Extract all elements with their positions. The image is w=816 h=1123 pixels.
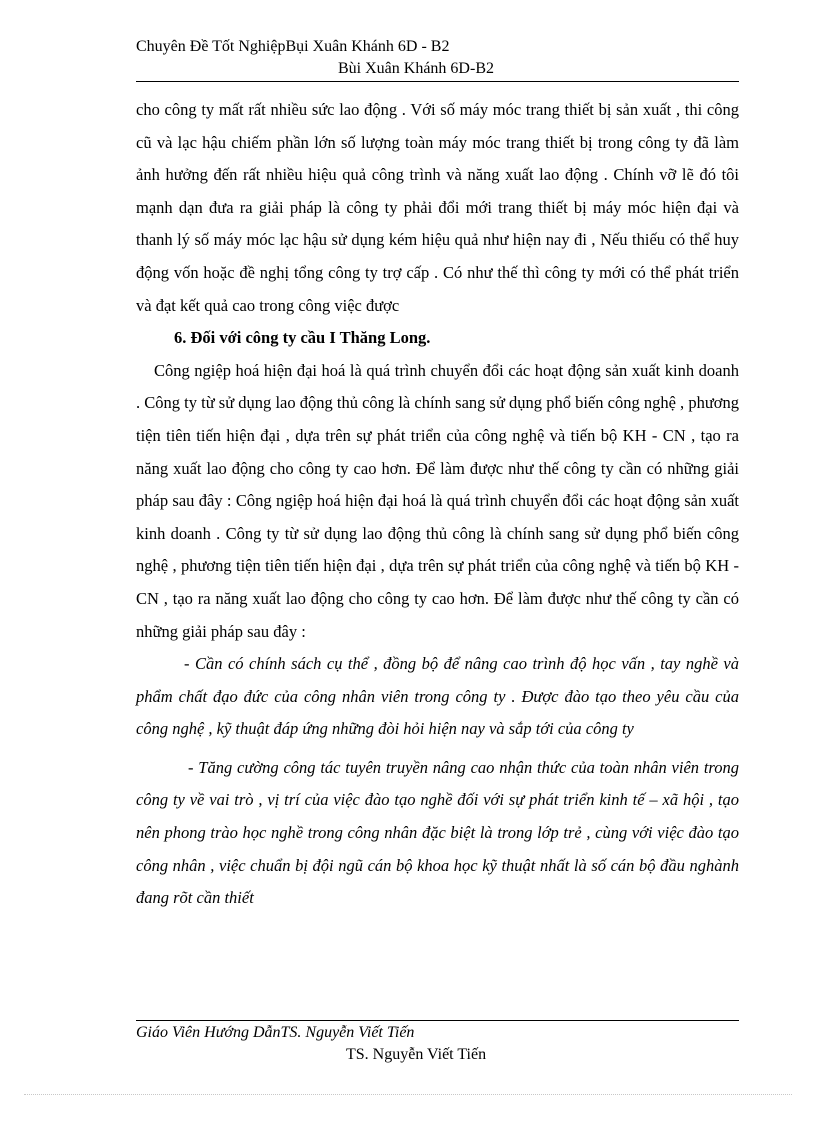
- header-rule: [136, 81, 739, 82]
- bullet-item-1: - Cần có chính sách cụ thể , đồng bộ để nâng cao trình độ học vấn , tay nghề và phẩm chất đạo đức của công nhân viên trong công ty . Được đào tạo theo yêu cầu của công nghệ , kỹ thuật đáp ứng những đòi hỏi hiện nay và sắp tới của công ty: [136, 654, 739, 739]
- footer-supervisor: Giáo Viên Hướng DẫnTS. Nguyễn Viết Tiến: [136, 1024, 415, 1041]
- paragraph-1: cho công ty mất rất nhiều sức lao động . Với số máy móc trang thiết bị sản xuất , thi công cũ và lạc hậu chiếm phần lớn số lượng toàn máy móc trang thiết bị trong công ty đã làm ảnh hưởng đến rất nhiều hiệu quả công trình và năng xuất lao động . Chính vỡ lẽ đó tôi mạnh dạn đưa ra giải pháp là công ty phải đổi mới trang thiết bị máy móc hiện đại và thanh lý số máy móc lạc hậu sử dụng kém hiệu quả như hiện nay đi , Nếu thiếu có thể huy động vốn hoặc đề nghị tổng công ty trợ cấp . Có như thế thì công ty mới có thể phát triển và đạt kết quả cao trong công việc được: [136, 100, 739, 315]
- footer-name: TS. Nguyễn Viết Tiến: [346, 1046, 487, 1063]
- paragraph-2: Công ngiệp hoá hiện đại hoá là quá trình chuyển đổi các hoạt động sản xuất kinh doanh . Công ty từ sử dụng lao động thủ công là chính sang sử dụng phổ biến công nghệ , phương tiện tiên tiến hiện đại , dựa trên sự phát triển của công nghệ và tiến bộ KH - CN , tạo ra năng xuất lao động cho công ty cao hơn. Để làm được như thế công ty cần có những giải pháp sau đây : Công ngiệp hoá hiện đại hoá là quá trình chuyển đổi các hoạt động sản xuất kinh doanh . Công ty từ sử dụng lao động thủ công là chính sang sử dụng phổ biến công nghệ , phương tiện tiên tiến hiện đại , dựa trên sự phát triển của công nghệ và tiến bộ KH - CN , tạo ra năng xuất lao động cho công ty cao hơn. Để làm được như thế công ty cần có những giải pháp sau đây :: [136, 360, 739, 641]
- bullet-item-2: - Tăng cường công tác tuyên truyền nâng cao nhận thức của toàn nhân viên trong công ty về vai trò , vị trí của việc đào tạo nghề đối với sự phát triển kinh tế – xã hội , tạo nên phong trào học nghề trong công nhân đặc biệt là trong lớp trẻ , cùng với việc đào tạo công nhân , việc chuẩn bị đội ngũ cán bộ khoa học kỹ thuật nhất là số cán bộ đầu nghành đang rõt cần thiết: [136, 757, 739, 908]
- document-body: [136, 94, 739, 915]
- header-title: Chuyên Đề Tốt NghiệpBụi Xuân Khánh 6D - B2: [136, 38, 450, 55]
- header-author: Bùi Xuân Khánh 6D-B2: [338, 60, 494, 77]
- page-bottom-border: [24, 1094, 792, 1095]
- section-heading: 6. Đối với công ty cầu I Thăng Long.: [174, 328, 431, 348]
- footer-rule: [136, 1020, 739, 1021]
